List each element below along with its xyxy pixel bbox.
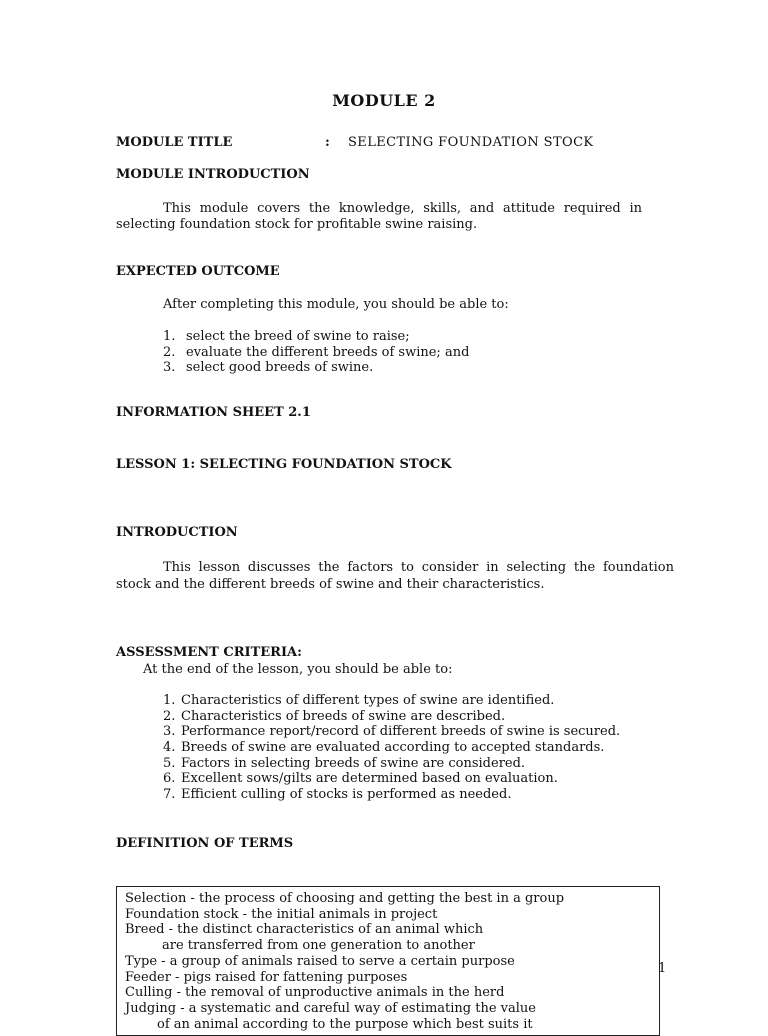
list-item-text: evaluate the different breeds of swine; and — [186, 344, 470, 360]
list-item-number: 3. — [163, 360, 176, 376]
module-title-colon: : — [325, 135, 330, 150]
info-sheet-heading: INFORMATION SHEET 2.1 — [116, 405, 311, 420]
definition-line: Breed - the distinct characteristics of an animal which — [125, 922, 484, 938]
list-item-text: Characteristics of breeds of swine are described. — [181, 708, 506, 724]
definition-line: Foundation stock - the initial animals in project — [125, 906, 438, 922]
definition-line: Feeder - pigs raised for fattening purposes — [125, 969, 408, 985]
list-item-text: Efficient culling of stocks is performed as needed. — [181, 787, 512, 803]
introduction-text: This lesson discusses the factors to consider in selecting the foundation stock and the different breeds of swine and their characteristics. — [116, 560, 674, 592]
list-item-text: Characteristics of different types of swine are identified. — [181, 693, 555, 708]
definition-box — [116, 886, 660, 1036]
list-item-text: Performance report/record of different breeds of swine is secured. — [181, 724, 621, 740]
list-item-number: 5. — [163, 755, 176, 771]
list-item — [163, 329, 643, 345]
introduction-heading: INTRODUCTION — [116, 525, 238, 540]
list-item-number: 2. — [163, 708, 176, 724]
definition-line: Type - a group of animals raised to serve a certain purpose — [125, 953, 515, 969]
expected-outcome-lead: After completing this module, you should be able to: — [163, 297, 509, 312]
definition-line: of an animal according to the purpose which best suits it — [157, 1016, 533, 1032]
assessment-list — [163, 693, 663, 803]
list-item-text: Excellent sows/gilts are determined based on evaluation. — [181, 771, 558, 787]
list-item — [163, 360, 643, 376]
definition-line: Judging - a systematic and careful way of estimating the value — [125, 1000, 536, 1016]
expected-outcome-heading: EXPECTED OUTCOME — [116, 264, 280, 279]
list-item — [163, 756, 663, 772]
definition-line: are transferred from one generation to another — [162, 938, 475, 954]
list-item — [163, 740, 663, 756]
list-item — [163, 787, 663, 803]
list-item-number: 3. — [163, 724, 176, 740]
list-item — [163, 693, 663, 709]
definition-heading: DEFINITION OF TERMS — [116, 836, 294, 851]
expected-outcome-list — [163, 329, 643, 376]
lesson-heading: LESSON 1: SELECTING FOUNDATION STOCK — [116, 457, 452, 472]
assessment-lead: At the end of the lesson, you should be able to: — [143, 662, 453, 677]
list-item-text: Factors in selecting breeds of swine are considered. — [181, 755, 526, 771]
module-title-label: MODULE TITLE — [116, 135, 233, 150]
definition-line: Selection - the process of choosing and getting the best in a group — [125, 891, 565, 906]
page-number: 1 — [658, 961, 667, 976]
assessment-heading: ASSESSMENT CRITERIA: — [116, 645, 302, 660]
module-title-value: SELECTING FOUNDATION STOCK — [348, 135, 594, 150]
module-heading: MODULE 2 — [332, 91, 436, 110]
module-intro-text: This module covers the knowledge, skills, and attitude required in selecting foundation stock for profitable swine raising. — [116, 201, 642, 232]
list-item-number: 4. — [163, 740, 176, 756]
list-item — [163, 345, 643, 361]
definition-line: Culling - the removal of unproductive animals in the herd — [125, 985, 505, 1001]
list-item — [163, 709, 663, 725]
list-item-number: 6. — [163, 771, 176, 787]
list-item-text: select the breed of swine to raise; — [186, 329, 410, 344]
list-item-number: 1. — [163, 693, 176, 708]
list-item-text: select good breeds of swine. — [186, 360, 374, 376]
list-item — [163, 724, 663, 740]
list-item-number: 2. — [163, 344, 176, 360]
list-item-text: Breeds of swine are evaluated according to accepted standards. — [181, 740, 605, 756]
list-item — [163, 771, 663, 787]
list-item-number: 7. — [163, 787, 176, 803]
list-item-number: 1. — [163, 329, 176, 344]
module-intro-heading: MODULE INTRODUCTION — [116, 167, 310, 182]
